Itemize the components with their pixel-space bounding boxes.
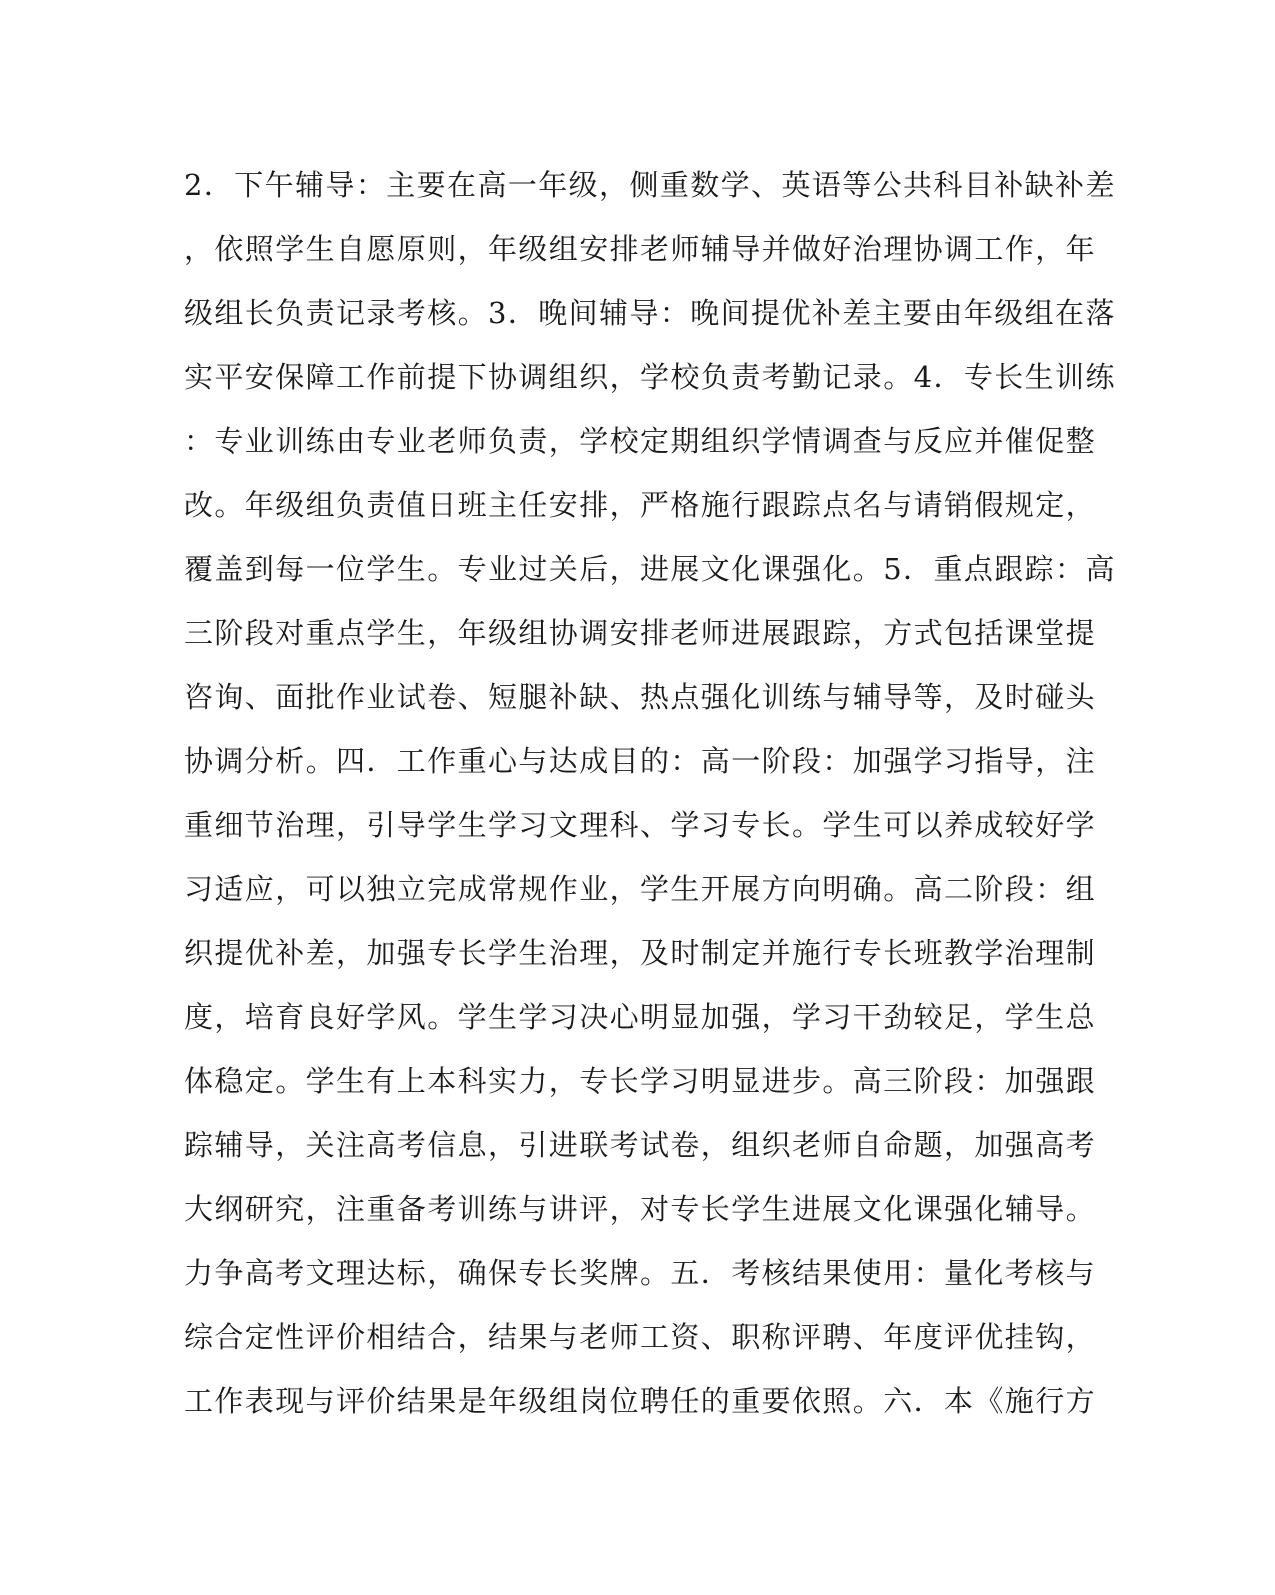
text-line: 度，培育良好学风。学生学习决心明显加强，学习干劲较足，学生总 — [184, 1000, 1097, 1034]
text-line: 习适应，可以独立完成常规作业，学生开展方向明确。高二阶段：组 — [184, 872, 1097, 906]
text-line: ：专业训练由专业老师负责，学校定期组织学情调查与反应并催促整 — [184, 424, 1097, 458]
text-line: 重细节治理，引导学生学习文理科、学习专长。学生可以养成较好学 — [184, 808, 1097, 842]
text-line: 协调分析。四．工作重心与达成目的：高一阶段：加强学习指导，注 — [184, 744, 1097, 778]
text-line: 覆盖到每一位学生。专业过关后，进展文化课强化。5．重点跟踪：高 — [184, 552, 1116, 586]
text-line: 改。年级组负责值日班主任安排，严格施行跟踪点名与请销假规定， — [184, 488, 1097, 522]
text-line: 大纲研究，注重备考训练与讲评，对专长学生进展文化课强化辅导。 — [184, 1192, 1097, 1226]
text-line: 织提优补差，加强专长学生治理，及时制定并施行专长班教学治理制 — [184, 936, 1097, 970]
text-line: 综合定性评价相结合，结果与老师工资、职称评聘、年度评优挂钩， — [184, 1320, 1097, 1354]
text-line: 三阶段对重点学生，年级组协调安排老师进展跟踪，方式包括课堂提 — [184, 616, 1097, 650]
text-line: 体稳定。学生有上本科实力，专长学习明显进步。高三阶段：加强跟 — [184, 1064, 1097, 1098]
text-line: ，依照学生自愿原则，年级组安排老师辅导并做好治理协调工作，年 — [184, 232, 1097, 266]
text-line: 咨询、面批作业试卷、短腿补缺、热点强化训练与辅导等，及时碰头 — [184, 680, 1097, 714]
text-line: 2．下午辅导：主要在高一年级，侧重数学、英语等公共科目补缺补差 — [184, 168, 1116, 202]
text-line: 力争高考文理达标，确保专长奖牌。五．考核结果使用：量化考核与 — [184, 1256, 1097, 1290]
text-line: 踪辅导，关注高考信息，引进联考试卷，组织老师自命题，加强高考 — [184, 1128, 1097, 1162]
body-text — [184, 153, 1116, 1433]
text-line: 级组长负责记录考核。3．晚间辅导：晚间提优补差主要由年级组在落 — [184, 296, 1116, 330]
text-line: 工作表现与评价结果是年级组岗位聘任的重要依照。六．本《施行方 — [184, 1384, 1097, 1418]
text-line: 实平安保障工作前提下协调组织，学校负责考勤记录。4．专长生训练 — [184, 360, 1116, 394]
